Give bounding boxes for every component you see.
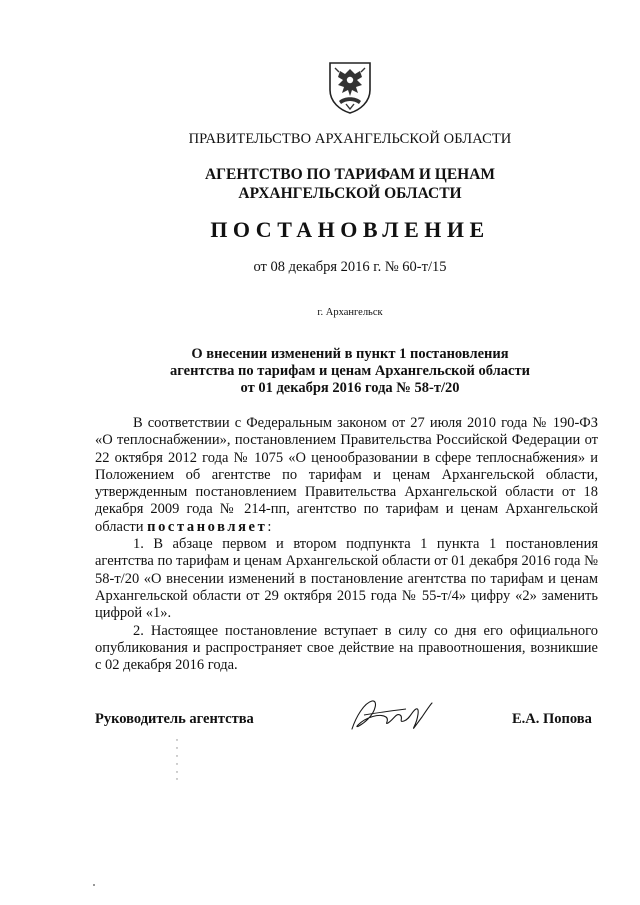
document-body [95,415,598,674]
agency-name-line-2: АРХАНГЕЛЬСКОЙ ОБЛАСТИ [238,185,462,202]
document-title-line-2: агентства по тарифам и ценам Архангельской области [170,363,530,379]
scan-speck [93,884,95,886]
preamble-colon: : [267,518,272,535]
agency-name [40,165,640,203]
preamble-text: В соответствии с Федеральным законом от 27 июля 2010 года № 190-ФЗ «О теплоснабжении», постановлением Правительства Российской Федерации от 22 октября 2012 года № 1075 «О ценообразовании в сфере теплоснабжения» и Положением об агентстве по тарифам и ценам Архангельской области, утвержденным постановлением Правительства Архангельской области от 18 декабря 2009 года № 214-пп, агентство по тарифам и ценам Архангельской области [95,415,598,535]
document-type-heading: ПОСТАНОВЛЕНИЕ [210,217,490,242]
margin-marks [176,738,178,780]
document-city: г. Архангельск [317,307,383,318]
document-title-line-3: от 01 декабря 2016 года № 58-т/20 [240,380,460,396]
government-name: ПРАВИТЕЛЬСТВО АРХАНГЕЛЬСКОЙ ОБЛАСТИ [188,131,512,147]
agency-name-line-1: АГЕНТСТВО ПО ТАРИФАМ И ЦЕНАМ [204,166,496,183]
document-date-number: от 08 декабря 2016 г. № 60-т/15 [253,259,447,275]
handwritten-signature [346,695,436,737]
resolves-word: постановляет [147,518,268,535]
signatory-name: Е.А. Попова [512,711,592,727]
document-title-line-1: О внесении изменений в пункт 1 постановления [191,346,509,362]
coat-of-arms-emblem [326,60,374,114]
signatory-position: Руководитель агентства [95,711,254,727]
preamble-paragraph [95,415,598,536]
clause-2-paragraph: 2. Настоящее постановление вступает в силу со дня его официального опубликования и распространяет свое действие на правоотношения, возникшие с 02 декабря 2016 года. [95,622,598,674]
clause-1-paragraph: 1. В абзаце первом и втором подпункта 1 пункта 1 постановления агентства по тарифам и ценам Архангельской области от 01 декабря 2016 года № 58-т/20 «О внесении изменений в постановление агентства по тарифам и ценам Архангельской области от 29 октября 2015 года № 55-т/4» цифру «2» заменить цифрой «1». [95,536,598,622]
document-title [40,346,640,397]
